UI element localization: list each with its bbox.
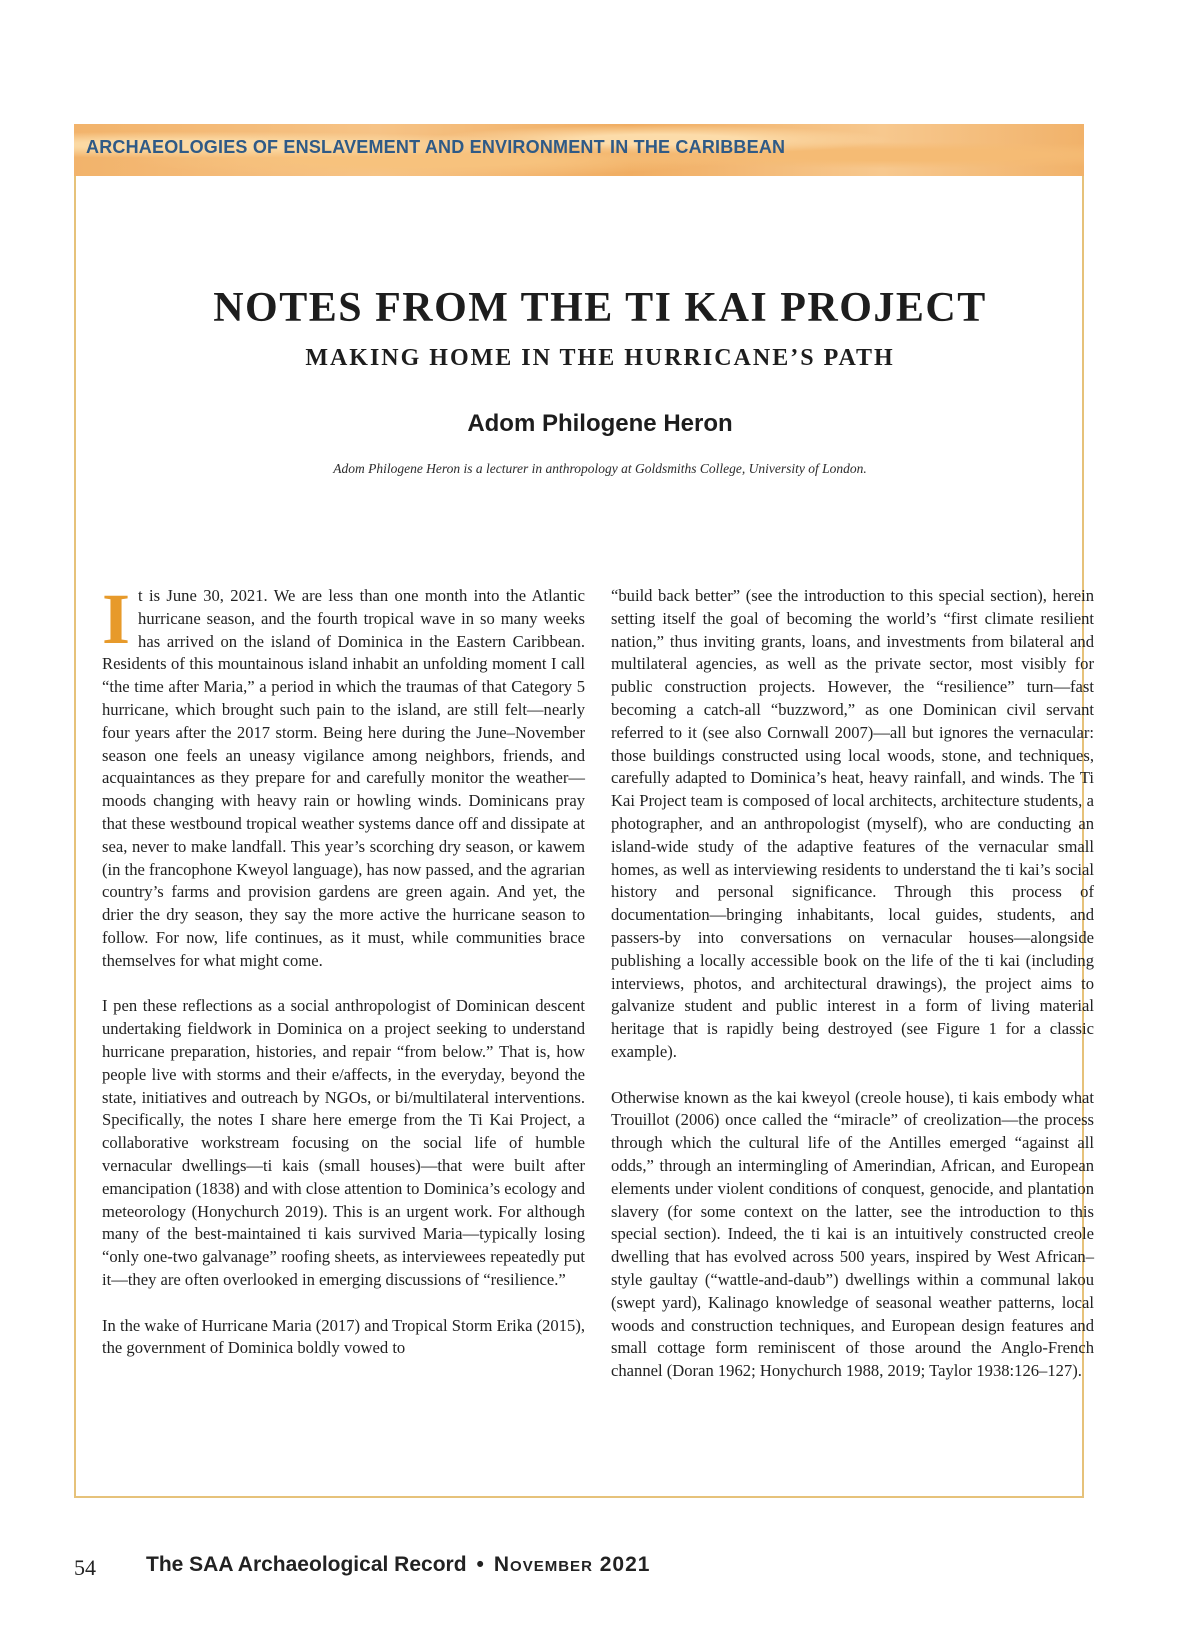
- body-paragraph-5: Otherwise known as the kai kweyol (creole house), ti kais embody what Trouillot (2006) once called the “miracle” of creolization—the process through which the cultural life of the Antilles emerged “against all odds,” through an intermingling of Amerindian, African, and European elements under violent conditions of conquest, genocide, and plantation slavery (for some context on the latter, see the introduction to this special section). Indeed, the ti kai is an intuitively constructed creole dwelling that has evolved across 500 years, inspired by West African–style gaultay (“wattle-and-daub”) dwellings within a communal lakou (swept yard), Kalinago knowledge of seasonal weather patterns, local woods and construction techniques, and European design features and small cottage form reminiscent of those around the Anglo-French channel (Doran 1962; Honychurch 1988, 2019; Taylor 1938:126–127).: [611, 1087, 1094, 1381]
- footer-bullet: •: [476, 1553, 484, 1576]
- article-subtitle: MAKING HOME IN THE HURRICANE’S PATH: [305, 345, 895, 371]
- section-banner-label: ARCHAEOLOGIES OF ENSLAVEMENT AND ENVIRONMENT IN THE CARIBBEAN: [86, 137, 786, 157]
- body-paragraph-4: “build back better” (see the introduction to this special section), herein setting itself the goal of becoming the world’s “first climate resilient nation,” thus inviting grants, loans, and investments from bilateral and multilateral agencies, as well as the private sector, most visibly for public construction projects. However, the “resilience” turn—fast becoming a catch-all “buzzword,” as one Dominican civil servant referred to it (see also Cornwall 2007)—all but ignores the vernacular: those buildings constructed using local woods, stone, and techniques, carefully adapted to Dominica’s heat, heavy rainfall, and winds. The Ti Kai Project team is composed of local architects, architecture students, a photographer, and an anthropologist (myself), who are conducting an island-wide study of the adaptive features of the vernacular small homes, as well as interviewing residents to understand the ti kai’s social history and personal significance. Through this process of documentation—bringing inhabitants, local guides, students, and passers-by into conversations on vernacular houses—alongside publishing a locally accessible book on the life of the ti kai (including interviews, photos, and architectural drawings), the project aims to galvanize student and public interest in a form of living material heritage that is rapidly being destroyed (see Figure 1 for a classic example).: [611, 586, 1094, 1061]
- body-column-left: [102, 579, 585, 1383]
- journal-issue: November 2021: [493, 1553, 651, 1576]
- body-paragraph-1-text: t is June 30, 2021. We are less than one month into the Atlantic hurricane season, and the fourth tropical wave in so many weeks has arrived on the island of Dominica in the Eastern Caribbean. Residents of this mountainous island inhabit an unfolding moment I call “the time after Maria,” a period in which the traumas of that Category 5 hurricane, which brought such pain to the island, are still felt—nearly four years after the 2017 storm. Being here during the June–November season one feels an uneasy vigilance among neighbors, friends, and acquaintances as they prepare for and carefully monitor the weather—moods changing with heavy rain or howling winds. Dominicans pray that these westbound tropical weather systems dance off and dissipate at sea, never to make landfall. This year’s scorching dry season, or kawem (in the francophone Kweyol language), has now passed, and the agrarian country’s farms and provision gardens are green again. And yet, the drier the dry season, they say the more active the hurricane season to follow. For now, life continues, as it must, while communities brace themselves for what might come.: [102, 586, 585, 970]
- body-paragraph-2: I pen these reflections as a social anthropologist of Dominican descent undertaking fieldwork in Dominica on a project seeking to understand hurricane preparation, histories, and repair “from below.” That is, how people live with storms and their e/affects, in the everyday, beyond the state, initiatives and outreach by NGOs, or bi/multilateral interventions. Specifically, the notes I share here emerge from the Ti Kai Project, a collaborative workstream focusing on the social life of humble vernacular dwellings—ti kais (small houses)—that were built after emancipation (1838) and with close attention to Dominica’s ecology and meteorology (Honychurch 2019). This is an urgent work. For although many of the best-maintained ti kais survived Maria—typically losing “only one-two galvanage” roofing sheets, as interviewees repeatedly put it—they are often overlooked in emerging discussions of “resilience.”: [102, 996, 585, 1289]
- author-name: Adom Philogene Heron: [467, 410, 733, 437]
- body-paragraph-3: In the wake of Hurricane Maria (2017) and Tropical Storm Erika (2015), the government of Dominica boldly vowed to: [102, 1315, 585, 1358]
- body-column-right: [611, 585, 1094, 1406]
- journal-footer: [146, 1553, 650, 1577]
- page-number: 54: [74, 1555, 96, 1580]
- section-banner: [74, 124, 1084, 176]
- drop-cap: I: [102, 579, 131, 659]
- article-title: NOTES FROM THE TI KAI PROJECT: [213, 285, 987, 331]
- author-bio: Adom Philogene Heron is a lecturer in anthropology at Goldsmiths College, University of London.: [333, 461, 867, 476]
- journal-name: The SAA Archaeological Record: [146, 1553, 467, 1576]
- body-paragraph-1: [102, 579, 585, 973]
